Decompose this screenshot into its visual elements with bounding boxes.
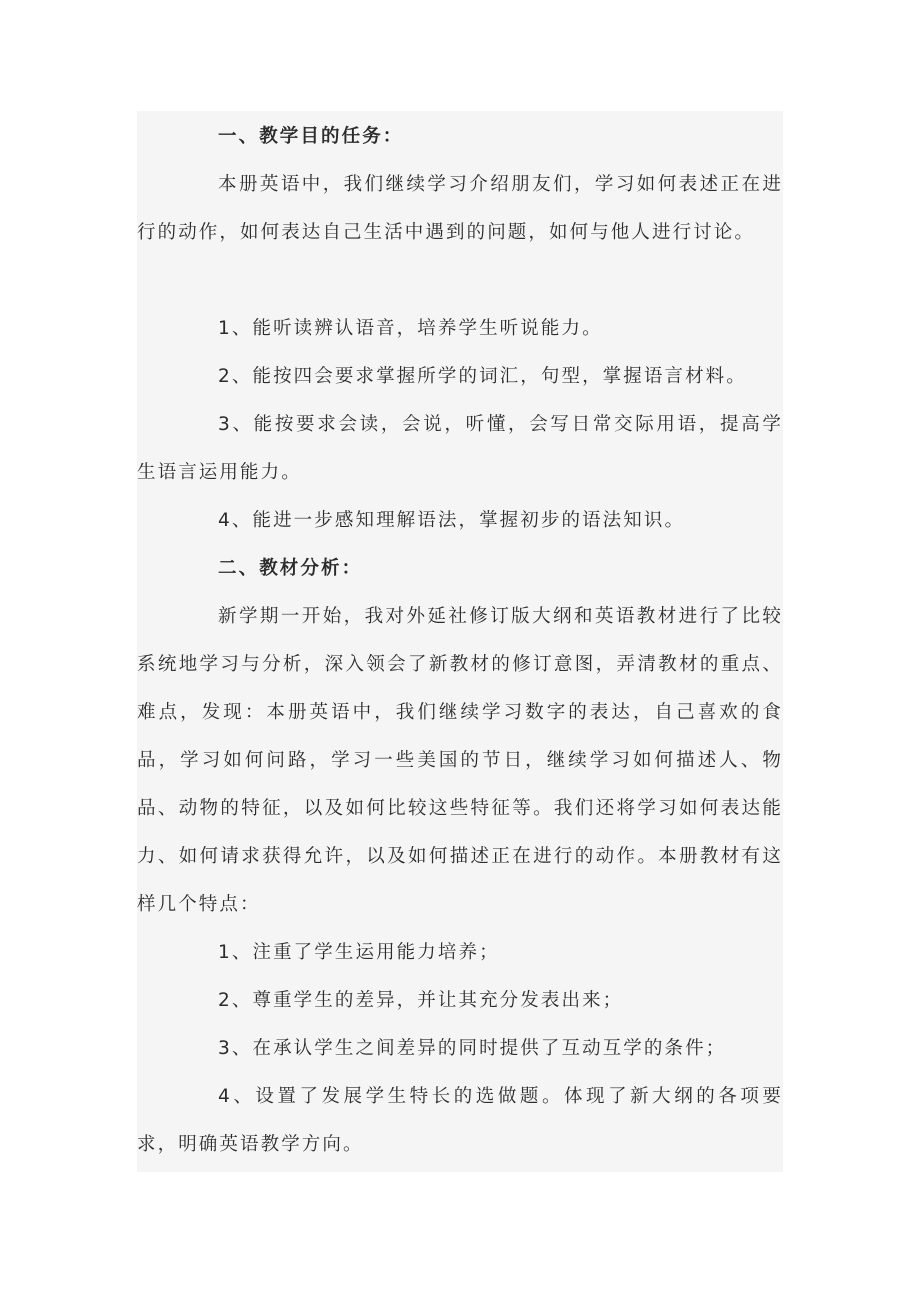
section2-item-2: 2、尊重学生的差异，并让其充分发表出来；	[218, 990, 624, 1011]
section1-intro: 本册英语中，我们继续学习介绍朋友们，学习如何表述正在进行的动作，如何表达自己生活中遇到的问题，如何与他人进行讨论。	[137, 174, 783, 243]
section1-item-4: 4、能进一步感知理解语法，掌握初步的语法知识。	[218, 510, 686, 531]
section1-heading: 一、教学目的任务：	[218, 126, 404, 147]
section2-intro: 新学期一开始，我对外延社修订版大纲和英语教材进行了比较系统地学习与分析，深入领会了新教材的修订意图，弄清教材的重点、难点，发现：本册英语中，我们继续学习数字的表达，自己喜欢的食品，学习如何问路，学习一些美国的节日，继续学习如何描述人、物品、动物的特征，以及如何比较这些特征等。我们还将学习如何表达能力、如何请求获得允许，以及如何描述正在进行的动作。本册教材有这样几个特点：	[137, 606, 783, 915]
document-text-block	[137, 111, 783, 1172]
section1-item-1: 1、能听读辨认语音，培养学生听说能力。	[218, 318, 603, 339]
section1-item-2: 2、能按四会要求掌握所学的词汇，句型，掌握语言材料。	[218, 366, 747, 387]
section2-heading: 二、教材分析：	[218, 558, 363, 579]
section2-item-3: 3、在承认学生之间差异的同时提供了互动互学的条件；	[218, 1038, 727, 1059]
section1-item-3: 3、能按要求会读，会说，听懂，会写日常交际用语，提高学生语言运用能力。	[137, 414, 783, 483]
section2-item-1: 1、注重了学生运用能力培养；	[218, 942, 500, 963]
section2-item-4: 4、设置了发展学生特长的选做题。体现了新大纲的各项要求，明确英语教学方向。	[137, 1086, 783, 1155]
